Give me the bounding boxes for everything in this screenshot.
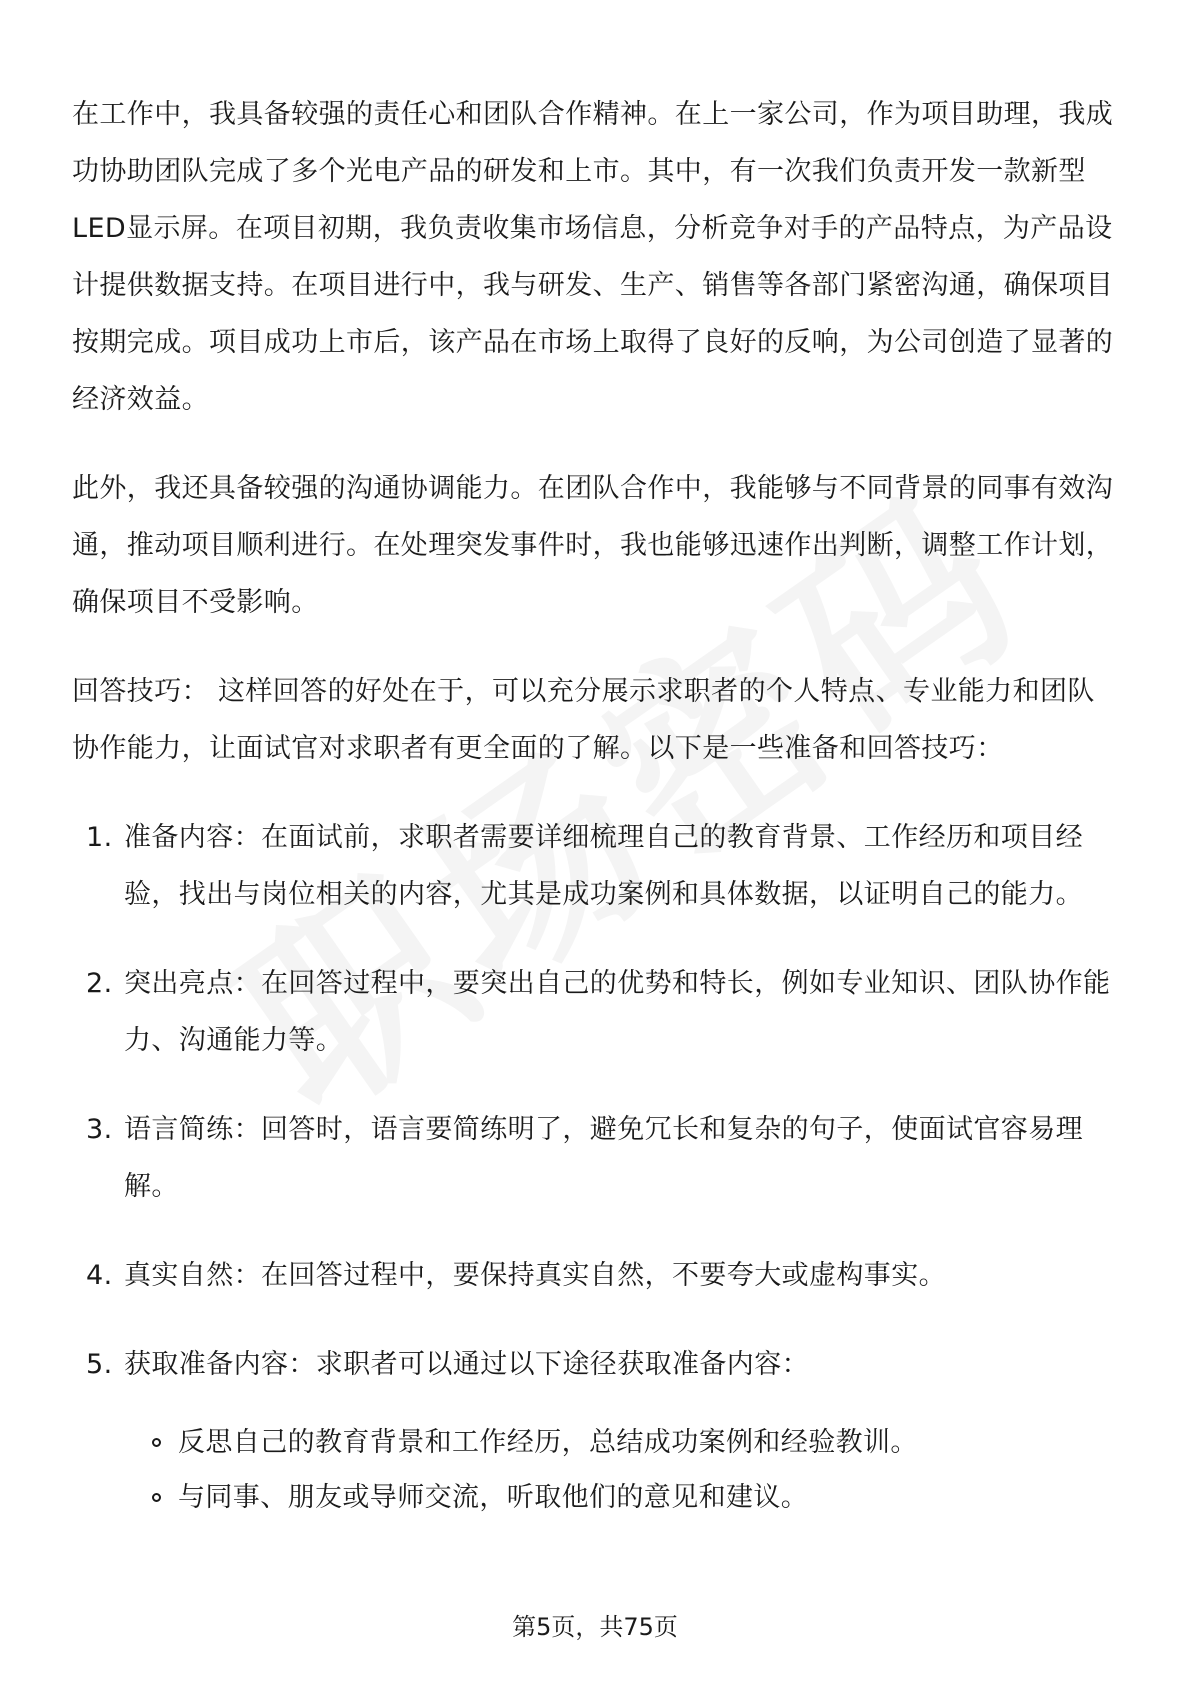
paragraph-answer-tips: 回答技巧： 这样回答的好处在于，可以充分展示求职者的个人特点、专业能力和团队协作能力，让面试官对求职者有更全面的了解。以下是一些准备和回答技巧：	[72, 676, 1095, 764]
tip-text: 语言简练：回答时，语言要简练明了，避免冗长和复杂的句子，使面试官容易理解。	[124, 1114, 1083, 1202]
page-number-footer: 第5页，共75页	[512, 1613, 678, 1641]
source-item-2	[72, 1470, 1118, 1525]
paragraph-communication: 此外，我还具备较强的沟通协调能力。在团队合作中，我能够与不同背景的同事有效沟通，推动项目顺利进行。在处理突发事件时，我也能够迅速作出判断，调整工作计划，确保项目不受影响。	[72, 473, 1114, 618]
tip-item-5	[72, 1336, 1118, 1393]
tip-item-4	[72, 1247, 1118, 1304]
tip-number: 4.	[86, 1260, 113, 1291]
sources-list	[72, 1415, 1118, 1525]
tip-item-2	[72, 955, 1118, 1069]
paragraph-work-experience: 在工作中，我具备较强的责任心和团队合作精神。在上一家公司，作为项目助理，我成功协助团队完成了多个光电产品的研发和上市。其中，有一次我们负责开发一款新型LED显示屏。在项目初期，我负责收集市场信息，分析竞争对手的产品特点，为产品设计提供数据支持。在项目进行中，我与研发、生产、销售等各部门紧密沟通，确保项目按期完成。项目成功上市后，该产品在市场上取得了良好的反响，为公司创造了显著的经济效益。	[72, 99, 1114, 415]
tips-list	[72, 809, 1118, 1393]
tip-text: 突出亮点：在回答过程中，要突出自己的优势和特长，例如专业知识、团队协作能力、沟通能力等。	[124, 968, 1111, 1056]
tip-number: 5.	[86, 1349, 113, 1380]
source-item-1	[72, 1415, 1118, 1470]
tip-text: 准备内容：在面试前，求职者需要详细梳理自己的教育背景、工作经历和项目经验，找出与岗位相关的内容，尤其是成功案例和具体数据，以证明自己的能力。	[124, 822, 1083, 910]
tip-item-3	[72, 1101, 1118, 1215]
tip-item-1	[72, 809, 1118, 923]
tip-number: 1.	[86, 822, 113, 853]
tip-number: 3.	[86, 1114, 113, 1145]
hollow-bullet-icon	[152, 1493, 161, 1502]
tip-number: 2.	[86, 968, 113, 999]
tip-text: 真实自然：在回答过程中，要保持真实自然，不要夸大或虚构事实。	[124, 1260, 946, 1291]
tip-text: 获取准备内容：求职者可以通过以下途径获取准备内容：	[124, 1349, 809, 1380]
document-body	[72, 86, 1118, 1525]
source-text: 反思自己的教育背景和工作经历，总结成功案例和经验教训。	[178, 1427, 918, 1458]
hollow-bullet-icon	[152, 1438, 161, 1447]
source-text: 与同事、朋友或导师交流，听取他们的意见和建议。	[178, 1482, 809, 1513]
